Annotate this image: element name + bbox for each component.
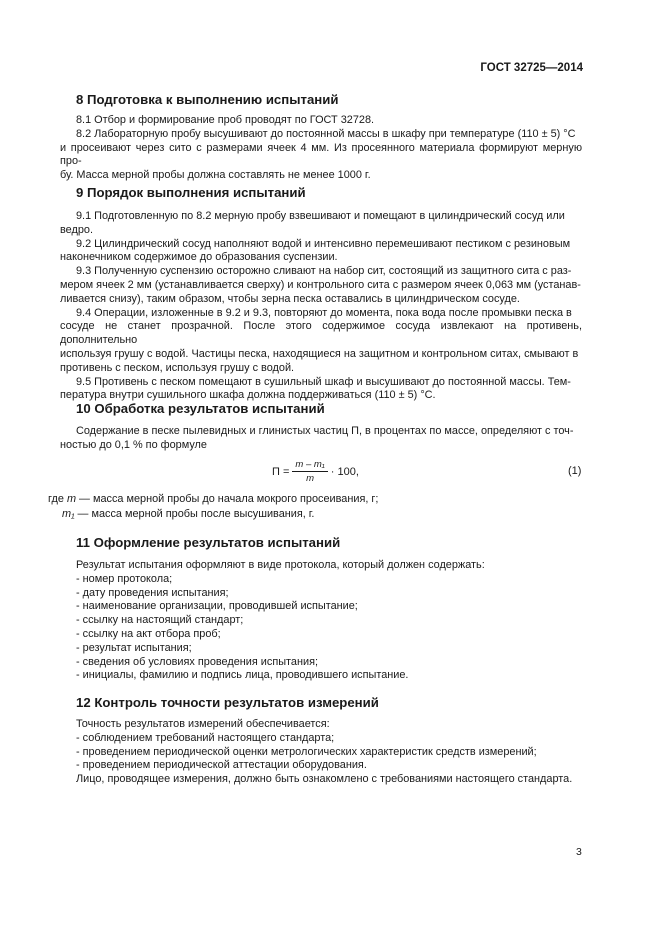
accuracy-list <box>60 732 582 773</box>
formula-denominator: m <box>306 473 315 484</box>
paragraph-11-intro: Результат испытания оформляют в виде протокола, который должен содержать: <box>76 559 485 571</box>
section-12-body <box>60 718 582 787</box>
paragraph-12-intro: Точность результатов измерений обеспечивается: <box>76 718 330 730</box>
section-10-title: 10 Обработка результатов испытаний <box>76 401 325 416</box>
paragraph-9-1-line2: ведро. <box>60 223 93 236</box>
formula-fraction <box>292 459 327 484</box>
legend-where: где <box>48 493 64 505</box>
standard-header: ГОСТ 32725—2014 <box>480 62 583 74</box>
legend-line-m1 <box>48 507 378 522</box>
paragraph-9-1-line1: 9.1 Подготовленную по 8.2 мерную пробу взвешивают и помещают в цилиндрический сосуд или <box>76 210 565 222</box>
list-item: - проведением периодической аттестации оборудования. <box>76 759 367 772</box>
section-9-title: 9 Порядок выполнения испытаний <box>76 185 306 200</box>
paragraph-10-line2: ностью до 0,1 % по формуле <box>60 438 207 451</box>
paragraph-9-5-line2: пература внутри сушильного шкафа должна поддерживаться (110 ± 5) °С. <box>60 389 436 402</box>
protocol-contents-list <box>60 573 582 683</box>
formula-rhs: · 100, <box>330 465 359 478</box>
section-8-body <box>60 114 582 183</box>
page-number: 3 <box>576 846 582 858</box>
formula-number: (1) <box>568 465 582 477</box>
paragraph-9-5-line1: 9.5 Противень с песком помещают в сушильный шкаф и высушивают до постоянной массы. Тем- <box>76 375 571 388</box>
list-item: - соблюдением требований настоящего стандарта; <box>76 731 335 744</box>
paragraph-9-2-line2: наконечником содержимое до образования суспензии. <box>60 251 338 264</box>
formula-1 <box>272 459 359 484</box>
formula-legend <box>48 492 378 522</box>
paragraph-8-1: 8.1 Отбор и формирование проб проводят по ГОСТ 32728. <box>76 114 375 126</box>
list-item: - инициалы, фамилию и подпись лица, проводившего испытание. <box>76 669 409 682</box>
legend-line-m <box>48 492 378 507</box>
list-item: - проведением периодической оценки метрологических характеристик средств измерений; <box>76 745 537 758</box>
legend-var-m1: m₁ <box>62 508 75 520</box>
paragraph-8-2-line2: и просеивают через сито с размерами ячеек 4 мм. Из просеянного материала формируют мерную про- <box>60 141 582 168</box>
legend-text-m: — масса мерной пробы до начала мокрого просеивания, г; <box>79 493 379 505</box>
paragraph-9-4-line4: противень с песком, используя грушу с водой. <box>60 361 295 374</box>
list-item: - ссылку на настоящий стандарт; <box>76 614 244 627</box>
paragraph-9-4-line1: 9.4 Операции, изложенные в 9.2 и 9.3, повторяют до момента, пока вода после промывки песка в <box>76 306 572 319</box>
section-11-title: 11 Оформление результатов испытаний <box>76 535 341 550</box>
paragraph-9-3-line3: ливается снизу), таким образом, чтобы зерна песка оставались в цилиндрическом сосуде. <box>60 292 520 305</box>
paragraph-12-last: Лицо, проводящее измерения, должно быть ознакомлено с требованиями настоящего стандарта. <box>76 773 573 786</box>
legend-var-m: m <box>66 493 77 505</box>
formula-numerator: m – m₁ <box>292 459 327 472</box>
list-item: - наименование организации, проводившей испытание; <box>76 600 358 613</box>
legend-text-m1: — масса мерной пробы после высушивания, г. <box>77 508 315 520</box>
section-10-body <box>60 425 582 453</box>
paragraph-9-2-line1: 9.2 Цилиндрический сосуд наполняют водой и интенсивно перемешивают пестиком с резиновым <box>76 237 571 250</box>
paragraph-8-2-line1: 8.2 Лабораторную пробу высушивают до постоянной массы в шкафу при температуре (110 ± 5) °С <box>76 127 576 140</box>
paragraph-9-4-line3: используя грушу с водой. Частицы песка, находящиеся на защитном и контрольном ситах, смывают в <box>60 347 579 360</box>
paragraph-8-2-line3: бу. Масса мерной пробы должна составлять не менее 1000 г. <box>60 169 371 182</box>
paragraph-9-3-line2: мером ячеек 2 мм (устанавливается сверху) и контрольного сита с размером ячеек 0,063 мм (устанав- <box>60 278 581 291</box>
list-item: - ссылку на акт отбора проб; <box>76 627 221 640</box>
paragraph-9-3-line1: 9.3 Полученную суспензию осторожно сливают на набор сит, состоящий из защитного сита с раз- <box>76 265 572 278</box>
formula-lhs: П = <box>272 465 290 478</box>
section-8-title: 8 Подготовка к выполнению испытаний <box>76 92 339 107</box>
paragraph-10-line1: Содержание в песке пылевидных и глинистых частиц П, в процентах по массе, определяют с точ- <box>76 425 574 437</box>
section-9-body <box>60 210 582 403</box>
list-item: - результат испытания; <box>76 641 192 654</box>
list-item: - номер протокола; <box>76 572 173 585</box>
section-11-body <box>60 559 582 683</box>
section-12-title: 12 Контроль точности результатов измерений <box>76 695 379 710</box>
list-item: - сведения об условиях проведения испытания; <box>76 655 318 668</box>
list-item: - дату проведения испытания; <box>76 586 229 599</box>
paragraph-9-4-line2: сосуде не станет прозрачной. После этого содержимое сосуда извлекают на противень, дополнительно <box>60 320 582 347</box>
